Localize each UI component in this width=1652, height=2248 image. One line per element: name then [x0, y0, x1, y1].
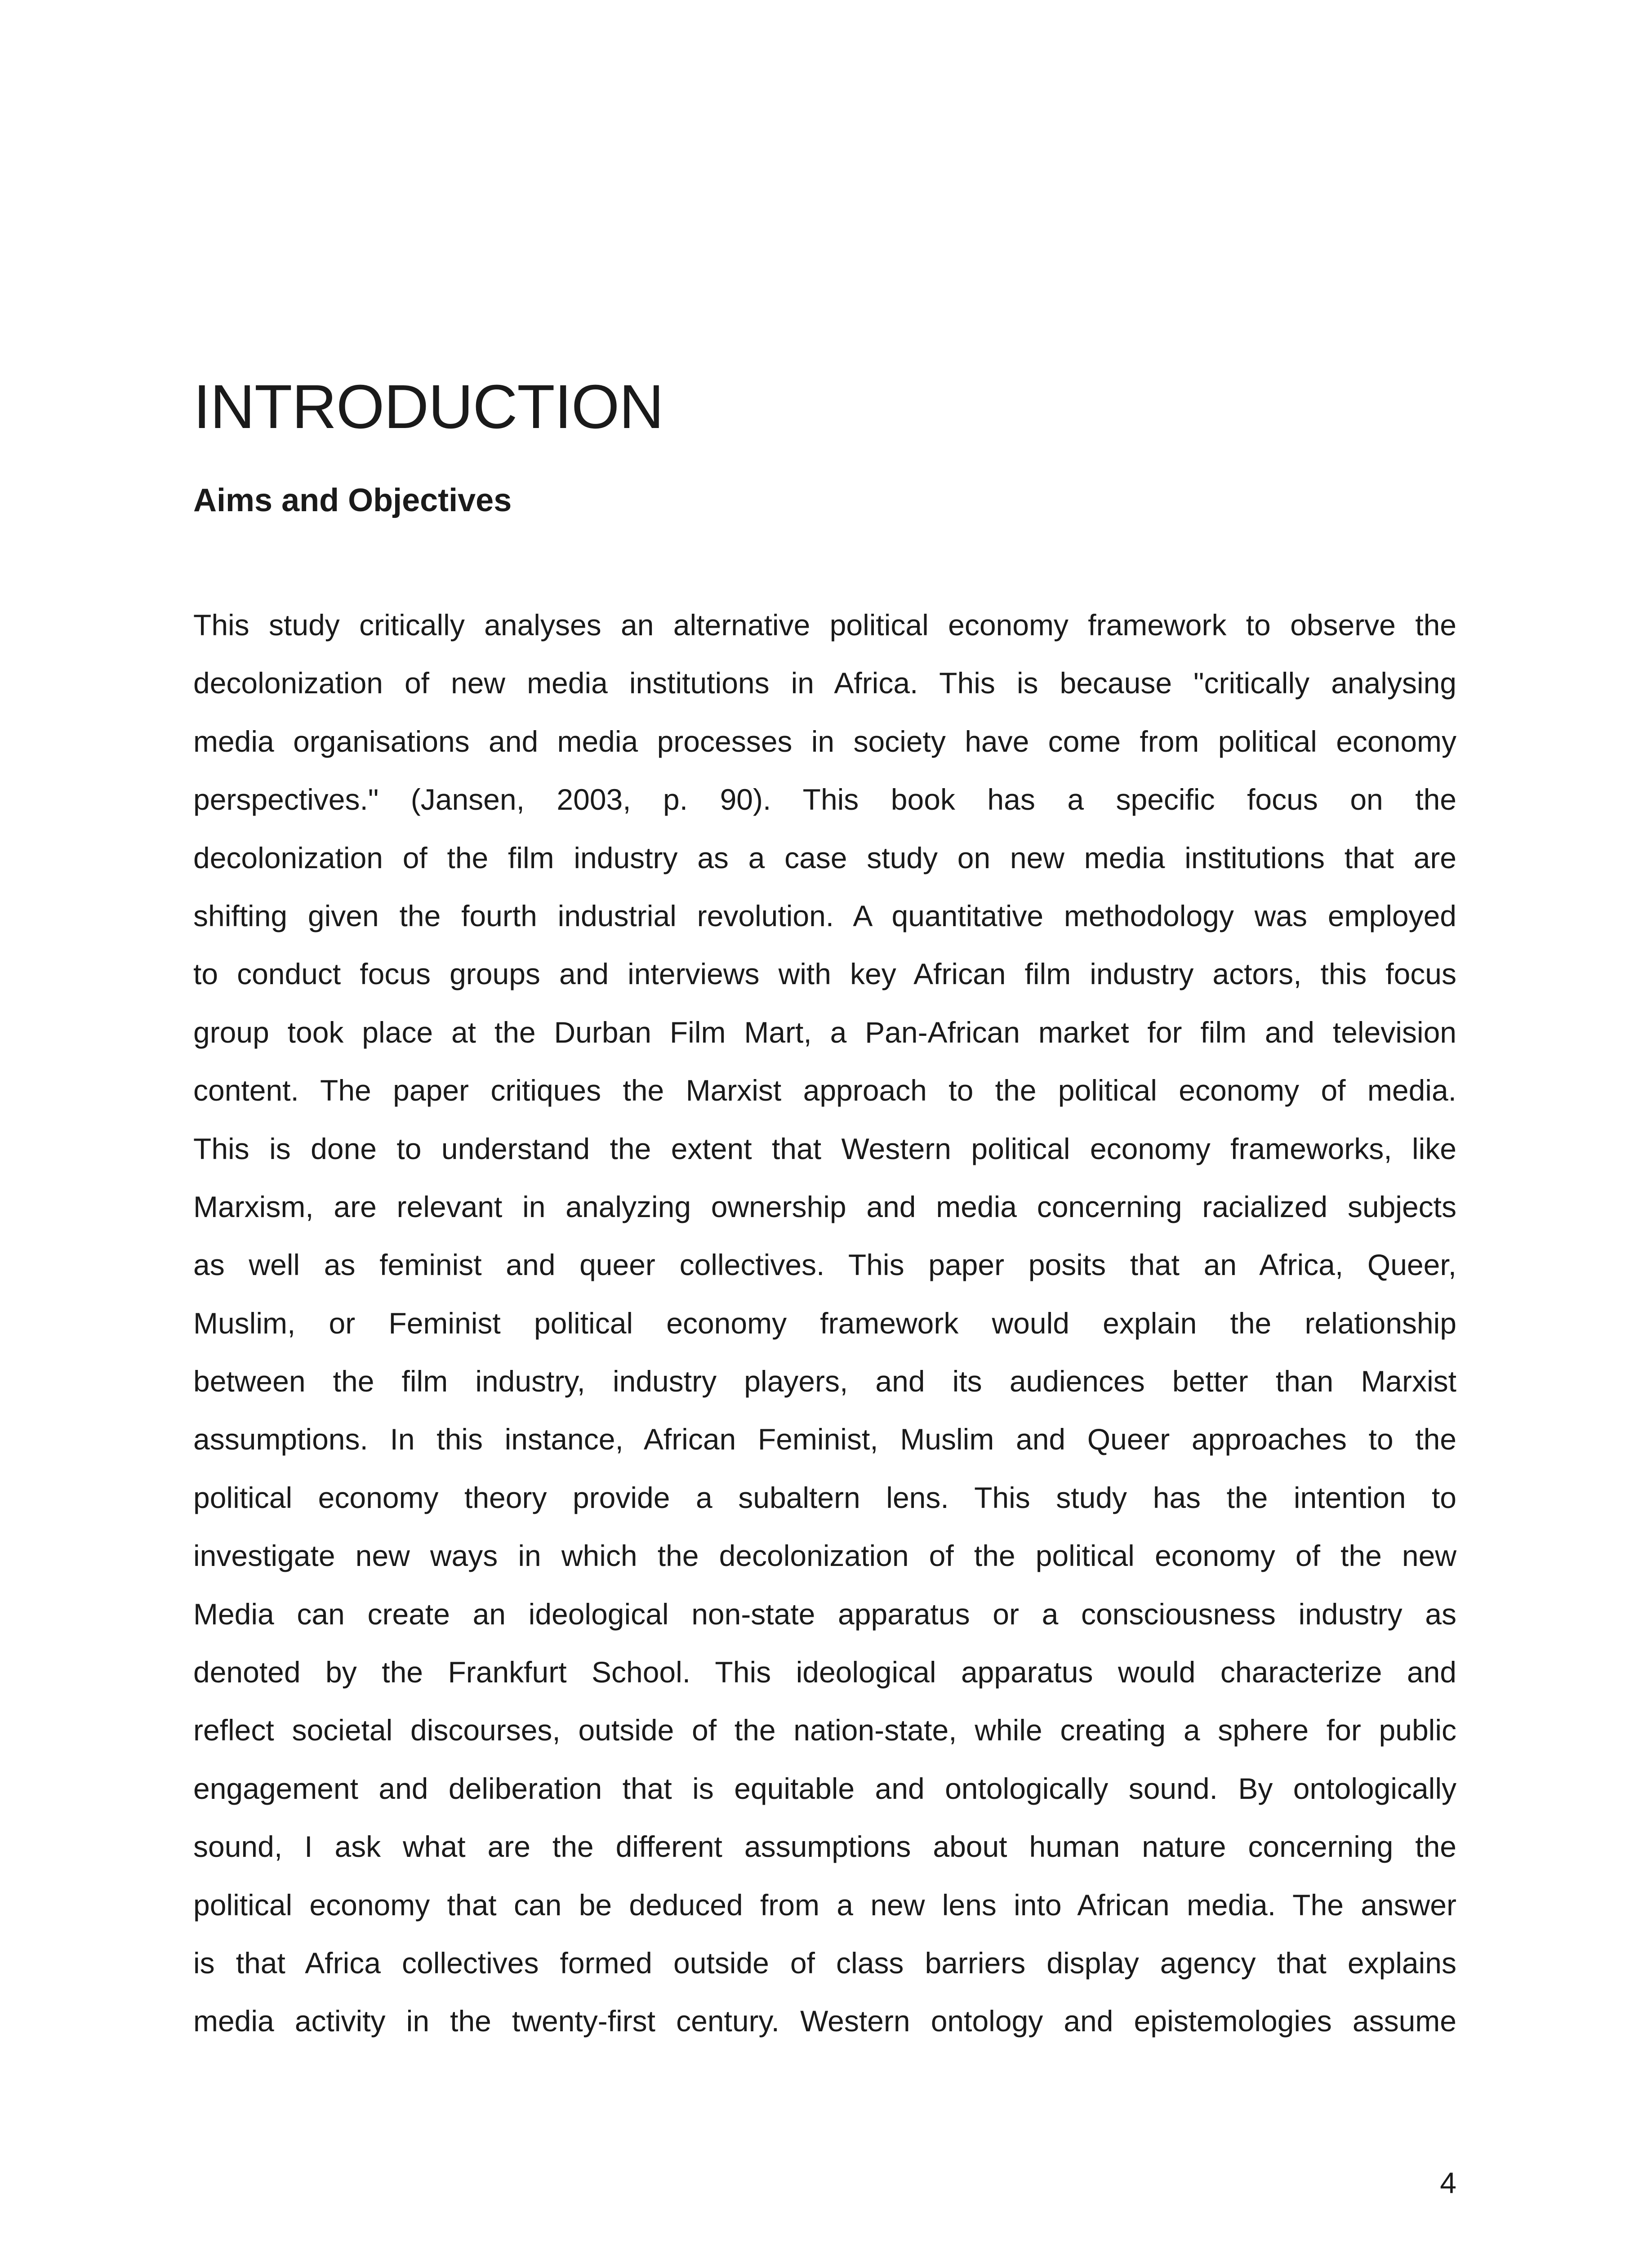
paragraph-line: political economy theory provide a subaltern lens. This study has the intention to: [193, 1481, 1456, 1514]
paragraph-line: decolonization of new media institutions in Africa. This is because "critically analysing: [193, 666, 1456, 700]
paragraph-line: to conduct focus groups and interviews with key African film industry actors, this focus: [193, 957, 1456, 991]
paragraph-line: political economy that can be deduced from a new lens into African media. The answer: [193, 1888, 1456, 1922]
paragraph-line: between the film industry, industry players, and its audiences better than Marxist: [193, 1365, 1456, 1398]
paragraph-line: media organisations and media processes in society have come from political economy: [193, 724, 1456, 758]
paragraph-line: decolonization of the film industry as a case study on new media institutions that are: [193, 841, 1456, 874]
paragraph-line: Media can create an ideological non-state apparatus or a consciousness industry as: [193, 1597, 1456, 1631]
paragraph-line: as well as feminist and queer collectives. This paper posits that an Africa, Queer,: [193, 1248, 1456, 1282]
chapter-title: INTRODUCTION: [193, 372, 663, 442]
paragraph-line: This study critically analyses an alternative political economy framework to observe the: [193, 608, 1456, 642]
page-number: 4: [1440, 2166, 1456, 2199]
paragraph-line: investigate new ways in which the decolonization of the political economy of the new: [193, 1539, 1456, 1573]
paragraph-line: reflect societal discourses, outside of the nation-state, while creating a sphere for public: [193, 1713, 1456, 1747]
paragraph-line: Marxism, are relevant in analyzing ownership and media concerning racialized subjects: [193, 1190, 1456, 1223]
body-paragraph: [193, 596, 1456, 2051]
paragraph-line: This is done to understand the extent that Western political economy frameworks, like: [193, 1132, 1456, 1165]
paragraph-line: shifting given the fourth industrial revolution. A quantitative methodology was employed: [193, 899, 1456, 932]
paragraph-line: perspectives." (Jansen, 2003, p. 90). This book has a specific focus on the: [193, 783, 1456, 816]
paragraph-line: is that Africa collectives formed outside of class barriers display agency that explains: [193, 1946, 1456, 1980]
paragraph-line: sound, I ask what are the different assumptions about human nature concerning the: [193, 1830, 1456, 1864]
paragraph-line: engagement and deliberation that is equitable and ontologically sound. By ontologically: [193, 1771, 1456, 1805]
paragraph-line: assumptions. In this instance, African Feminist, Muslim and Queer approaches to the: [193, 1423, 1456, 1456]
paragraph-line: media activity in the twenty-first century. Western ontology and epistemologies assume: [193, 2004, 1456, 2038]
paragraph-line: Muslim, or Feminist political economy framework would explain the relationship: [193, 1306, 1456, 1340]
paragraph-line: content. The paper critiques the Marxist approach to the political economy of media.: [193, 1074, 1456, 1107]
paragraph-line: group took place at the Durban Film Mart, a Pan-African market for film and television: [193, 1015, 1456, 1049]
paragraph-line: denoted by the Frankfurt School. This ideological apparatus would characterize and: [193, 1655, 1456, 1689]
section-heading: Aims and Objectives: [193, 482, 512, 518]
